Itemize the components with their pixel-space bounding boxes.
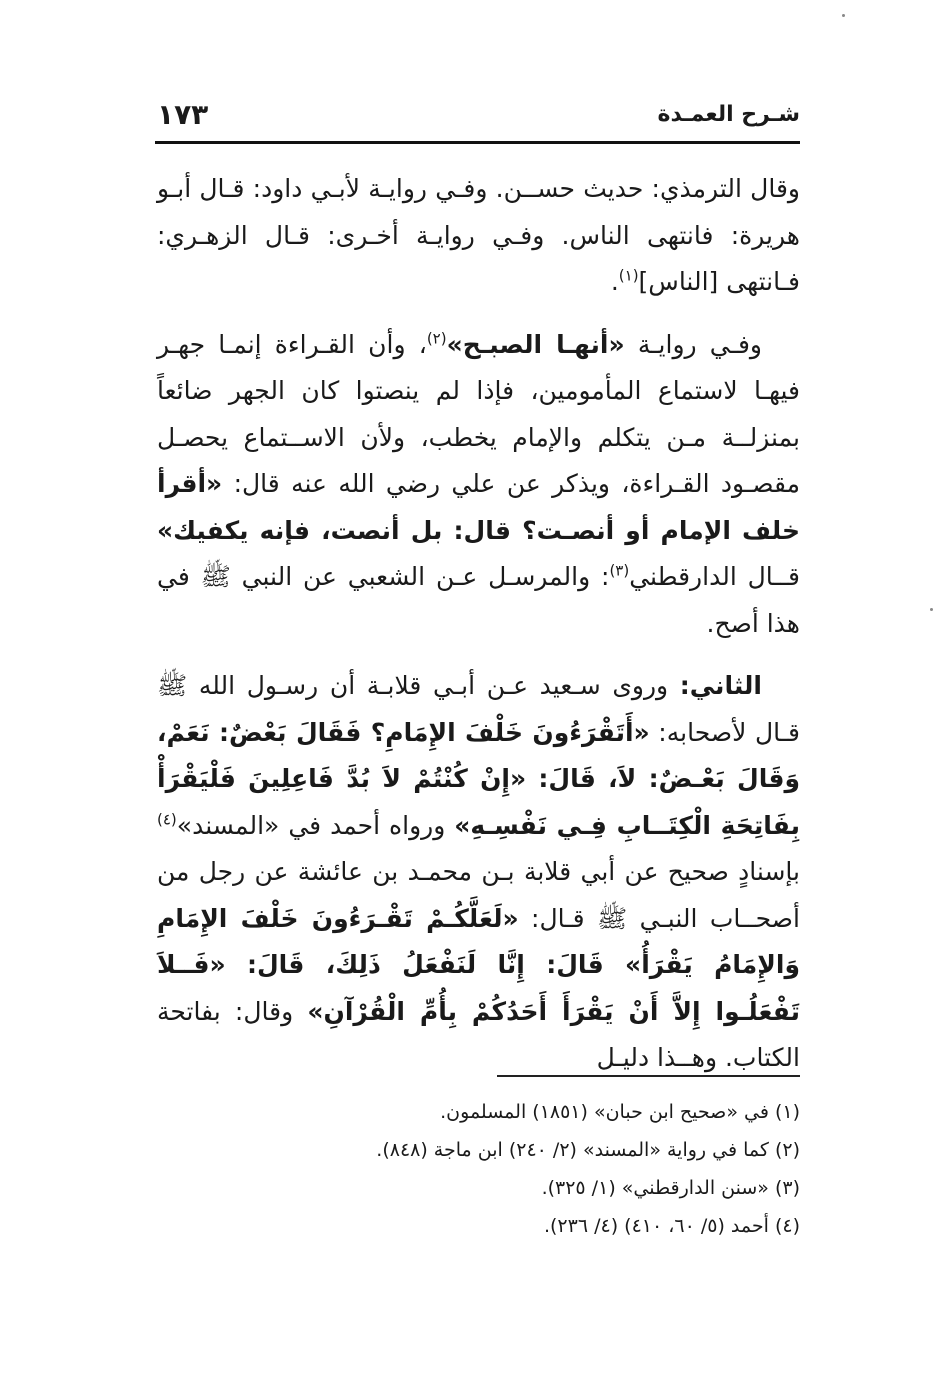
footnotes — [157, 1093, 800, 1245]
footnote-3: (٣) «سنن الدارقطني» (١/ ٣٢٥). — [541, 1177, 800, 1199]
text-segment: وروى سـعيد عـن أبـي قلابـة أن رسـول الله ﷺ قـال لأصحابه: — [157, 671, 800, 747]
body-text — [157, 166, 800, 1082]
text-segment: وقال الترمذي: حديث حســن. وفـي روايـة لأبـي داود: قـال أبـو هريرة: فانتهى الناس. وفـي روايـة أخـرى: قـال الزهـري: فـانتهى [الناس] — [157, 174, 800, 296]
footnote-ref: (١) — [618, 266, 639, 285]
emphasized-text: «أنهـا الصبـح» — [446, 329, 625, 359]
paragraph-2 — [157, 322, 800, 648]
paragraph-1 — [157, 166, 800, 306]
text-segment: وفـي روايـة — [624, 329, 762, 359]
footnote-2: (٢) كما في رواية «المسند» (٢/ ٢٤٠) ابن ماجة (٨٤٨). — [376, 1139, 800, 1161]
scan-speck — [930, 608, 933, 611]
header-rule — [155, 141, 800, 144]
scan-speck — [842, 14, 845, 17]
footnote-ref: (٤) — [157, 810, 177, 829]
book-title: شـرح العمـدة — [657, 102, 800, 127]
emphasized-text: «أَتَقْرَءُونَ خَلْفَ الإِمَامِ؟ فَقَالَ بَعْضٌ: نَعَمْ، وَقَالَ بَعْـضٌ: لاَ، قَالَ: «إِنْ كُنْتُمْ لاَ بُدَّ فَاعِلِينَ فَلْيَقْرَأْ بِفَاتِحَةِ الْكِتَــابِ فِـي نَفْسِـهِ» — [157, 717, 800, 840]
page-header — [157, 96, 800, 136]
text-segment: : والمرسـل عـن الشعبي عن النبي ﷺ في هذا أصح. — [157, 562, 800, 638]
footnote-ref: (٣) — [609, 561, 630, 580]
footnote-ref: (٢) — [426, 329, 447, 348]
footnote-4: (٤) أحمد (٥/ ٦٠، ٤١٠) (٤/ ٢٣٦). — [543, 1215, 800, 1237]
text-segment: ورواه أحمد في «المسند» — [176, 810, 455, 840]
text-segment: وقال: بفاتحة الكتاب. وهــذا دليـل — [157, 996, 800, 1072]
footnote-1: (١) في «صحيح ابن حبان» (١٨٥١) المسلمون. — [440, 1101, 800, 1123]
text-segment: بإسنادٍ صحيح عن أبي قلابة بـن محمـد بن عائشة عن رجل من أصحــاب النبـي ﷺ قـال: — [157, 857, 800, 933]
emphasized-text: الثاني: — [679, 671, 762, 700]
text-segment: ، وأن القـراءة إنمـا جهـر فيهـا لاستماع المأمومين، فإذا لم ينصتوا كان الجهر ضائعاً بمنزلــة مـن يتكلم والإمام يخطب، ولأن الاســتماع يحصـل مقصـود القـراءة، ويذكر عن علي رضي الله عنه قال: — [157, 329, 800, 498]
text-segment: قــال الدارقطني — [629, 562, 800, 591]
emphasized-text: «أقرأ خلف الإمام أو أنصـت؟ قال: بل أنصت، فإنه يكفيك» — [157, 469, 800, 545]
footnote-rule — [497, 1075, 800, 1077]
text-segment: . — [610, 267, 619, 296]
emphasized-text: «لَعَلَّكُـمْ تَقْـرَءُونَ خَلْفَ الإِمَامِ وَالإِمَامُ يَقْرَأُ» قَالَ: إِنَّا لَنَفْعَلُ ذَلِكَ، قَالَ: «فَــلاَ تَفْعَلُـوا إِلاَّ أَنْ يَقْرَأَ أَحَدُكُمْ بِأُمِّ الْقُرْآنِ» — [157, 903, 800, 1026]
page-number: ١٧٣ — [157, 98, 209, 131]
paragraph-3 — [157, 663, 800, 1082]
